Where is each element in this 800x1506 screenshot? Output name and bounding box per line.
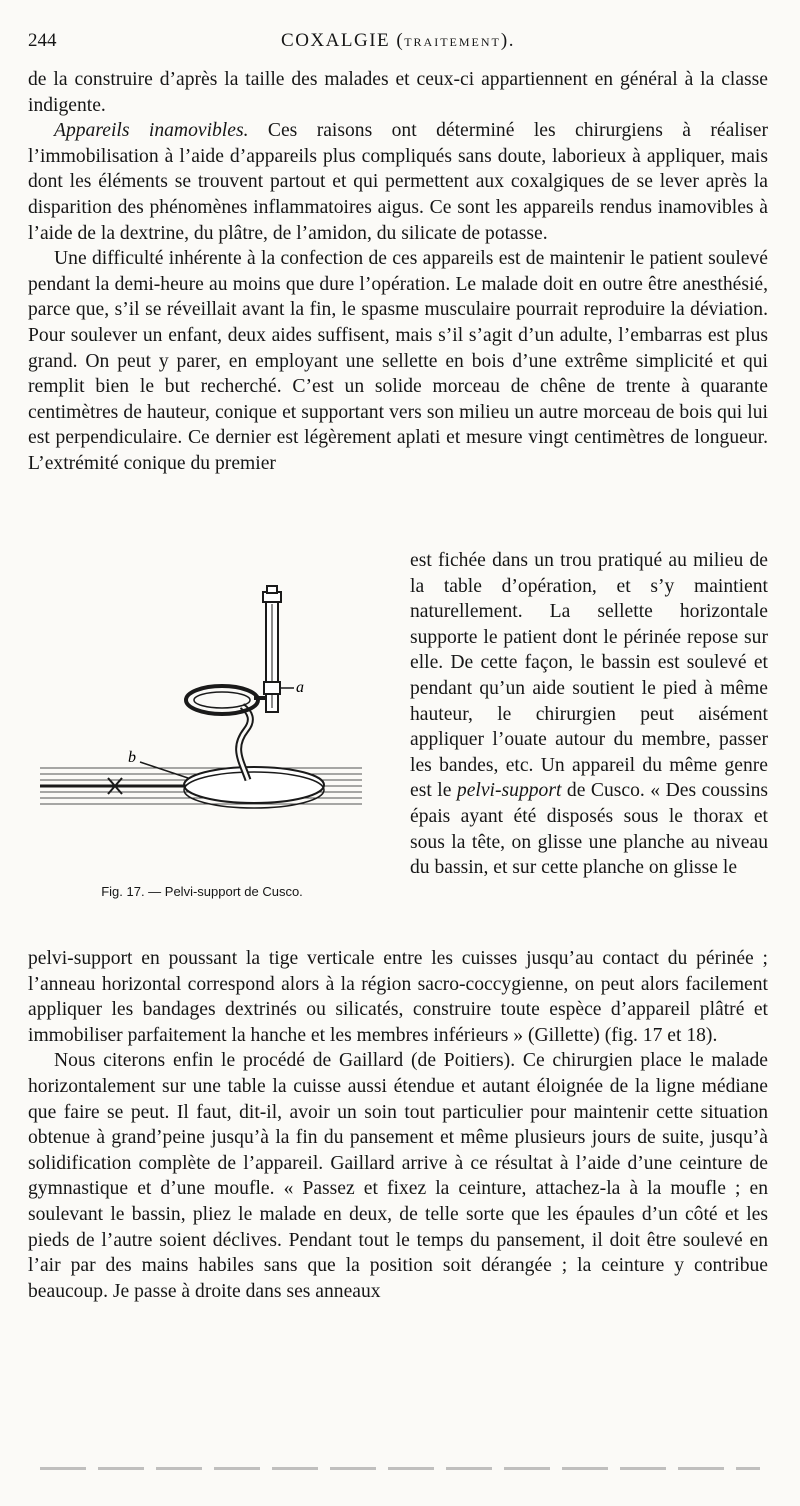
paragraph-gaillard: Nous citerons enfin le procédé de Gaillard (de Poitiers). Ce chirurgien place le malade horizontalement sur une table la cuisse aussi étendue et autant éloignée de la ligne médiane que faire se peut. Il faut, dit-il, avoir un soin tout particulier pour maintenir cette situation obtenue à grand’peine jusqu’à la fin du pansement et même plusieurs jours de suite, jusqu’à solidification complète de l’appareil. Gaillard arrive à ce résultat à l’aide d’une ceinture de gymnastique et d’une moufle. « Passez et fixez la ceinture, attachez-la à la moufle ; en soulevant le bassin, pliez le malade en deux, de telle sorte que les épaules d’un côté et les pieds de l’autre soient déclives. Pendant tout le temps du pansement, il doit être soulevé en l’air par des mains habiles sans que la position soit dérangée ; la ceinture y contribue beaucoup. Je passe à droite dans ses anneaux xyxy=(28,1050,768,1302)
text-block-lower xyxy=(28,946,768,1304)
pelvi-support-illustration xyxy=(36,582,368,814)
running-header xyxy=(28,30,768,56)
paragraph-appareils-inamovibles: Appareils inamovibles. Ces raisons ont déterminé les chirurgiens à réaliser l’immobilisation à l’aide d’appareils plus compliqués sans doute, laborieux à appliquer, mais dont les éléments se trouvent partout et qui permettent aux coxalgiques de se lever après la disparition des phénomènes inflammatoires aigus. Ce sont les appareils rendus inamovibles à l’aide de la dextrine, du plâtre, de l’amidon, du silicate de potasse. xyxy=(28,120,769,244)
paragraph-difficulte: Une difficulté inhérente à la confection de ces appareils est de maintenir le patient soulevé pendant la demi-heure au moins que dure l’opération. Le malade doit en outre être anesthésié, parce que, s’il se réveillait avant la fin, le spasme musculaire pourrait reproduire la déviation. Pour soulever un enfant, deux aides suffisent, mais s’il s’agit d’un adulte, l’embarras est plus grand. On peut y parer, en employant une sellette en bois d’une extrême simplicité et qui remplit bien le but recherché. C’est un solide morceau de chêne de trente à quarante centimètres de hauteur, conique et supportant vers son milieu un autre morceau de bois qui lui est perpendiculaire. Ce dernier est légèrement aplati et mesure vingt centimètres de longueur. L’extrémité conique du premier xyxy=(28,248,768,474)
figure-label-b: b xyxy=(128,749,136,766)
bleed-through-line xyxy=(40,1467,760,1470)
running-title: COXALGIE (TRAITEMENT). xyxy=(281,30,515,51)
figure-pelvi-support xyxy=(36,582,368,814)
page-number: 244 xyxy=(28,30,57,51)
paragraph-continued-after-figure: pelvi-support en poussant la tige verticale entre les cuisses jusqu’au contact du périnée ; l’anneau horizontal correspond alors à la région sacro-coccygienne, on peut alors facilement appliquer les bandages dextrinés ou silicatés, construire toute espèce d’appareil plâtré et immobiliser parfaitement la hanche et les membres inférieurs » (Gillette) (fig. 17 et 18). xyxy=(28,948,768,1046)
term-pelvi-support: pelvi-support xyxy=(456,780,562,802)
text-column-beside-figure: est fichée dans un trou pratiqué au milieu de la table d’opération, et s’y maintient naturellement. La sellette horizontale supporte le patient dont le périnée repose sur elle. De cette façon, le bassin est soulevé et pendant qu’un aide soutient le pied à même hauteur, le chirurgien peut aisément appliquer l’ouate autour du membre, passer les bandes, etc. Un appareil du même genre est le pelvi-support de Cusco. « Des coussins épais ayant été disposés sous le thorax et sous la tête, on glisse une planche au niveau du bassin, et sur cette planche on glisse le xyxy=(410,550,768,879)
running-title-subtitle: TRAITEMENT xyxy=(404,35,501,49)
paragraph-continued: de la construire d’après la taille des malades et ceux-ci appartiennent en général à la classe indigente. xyxy=(28,69,768,116)
paragraph-heading: Appareils inamovibles. xyxy=(54,120,249,142)
figure-label-a: a xyxy=(296,679,304,696)
text-block-upper xyxy=(28,67,768,477)
figure-caption: Fig. 17. — Pelvi-support de Cusco. xyxy=(101,884,303,899)
